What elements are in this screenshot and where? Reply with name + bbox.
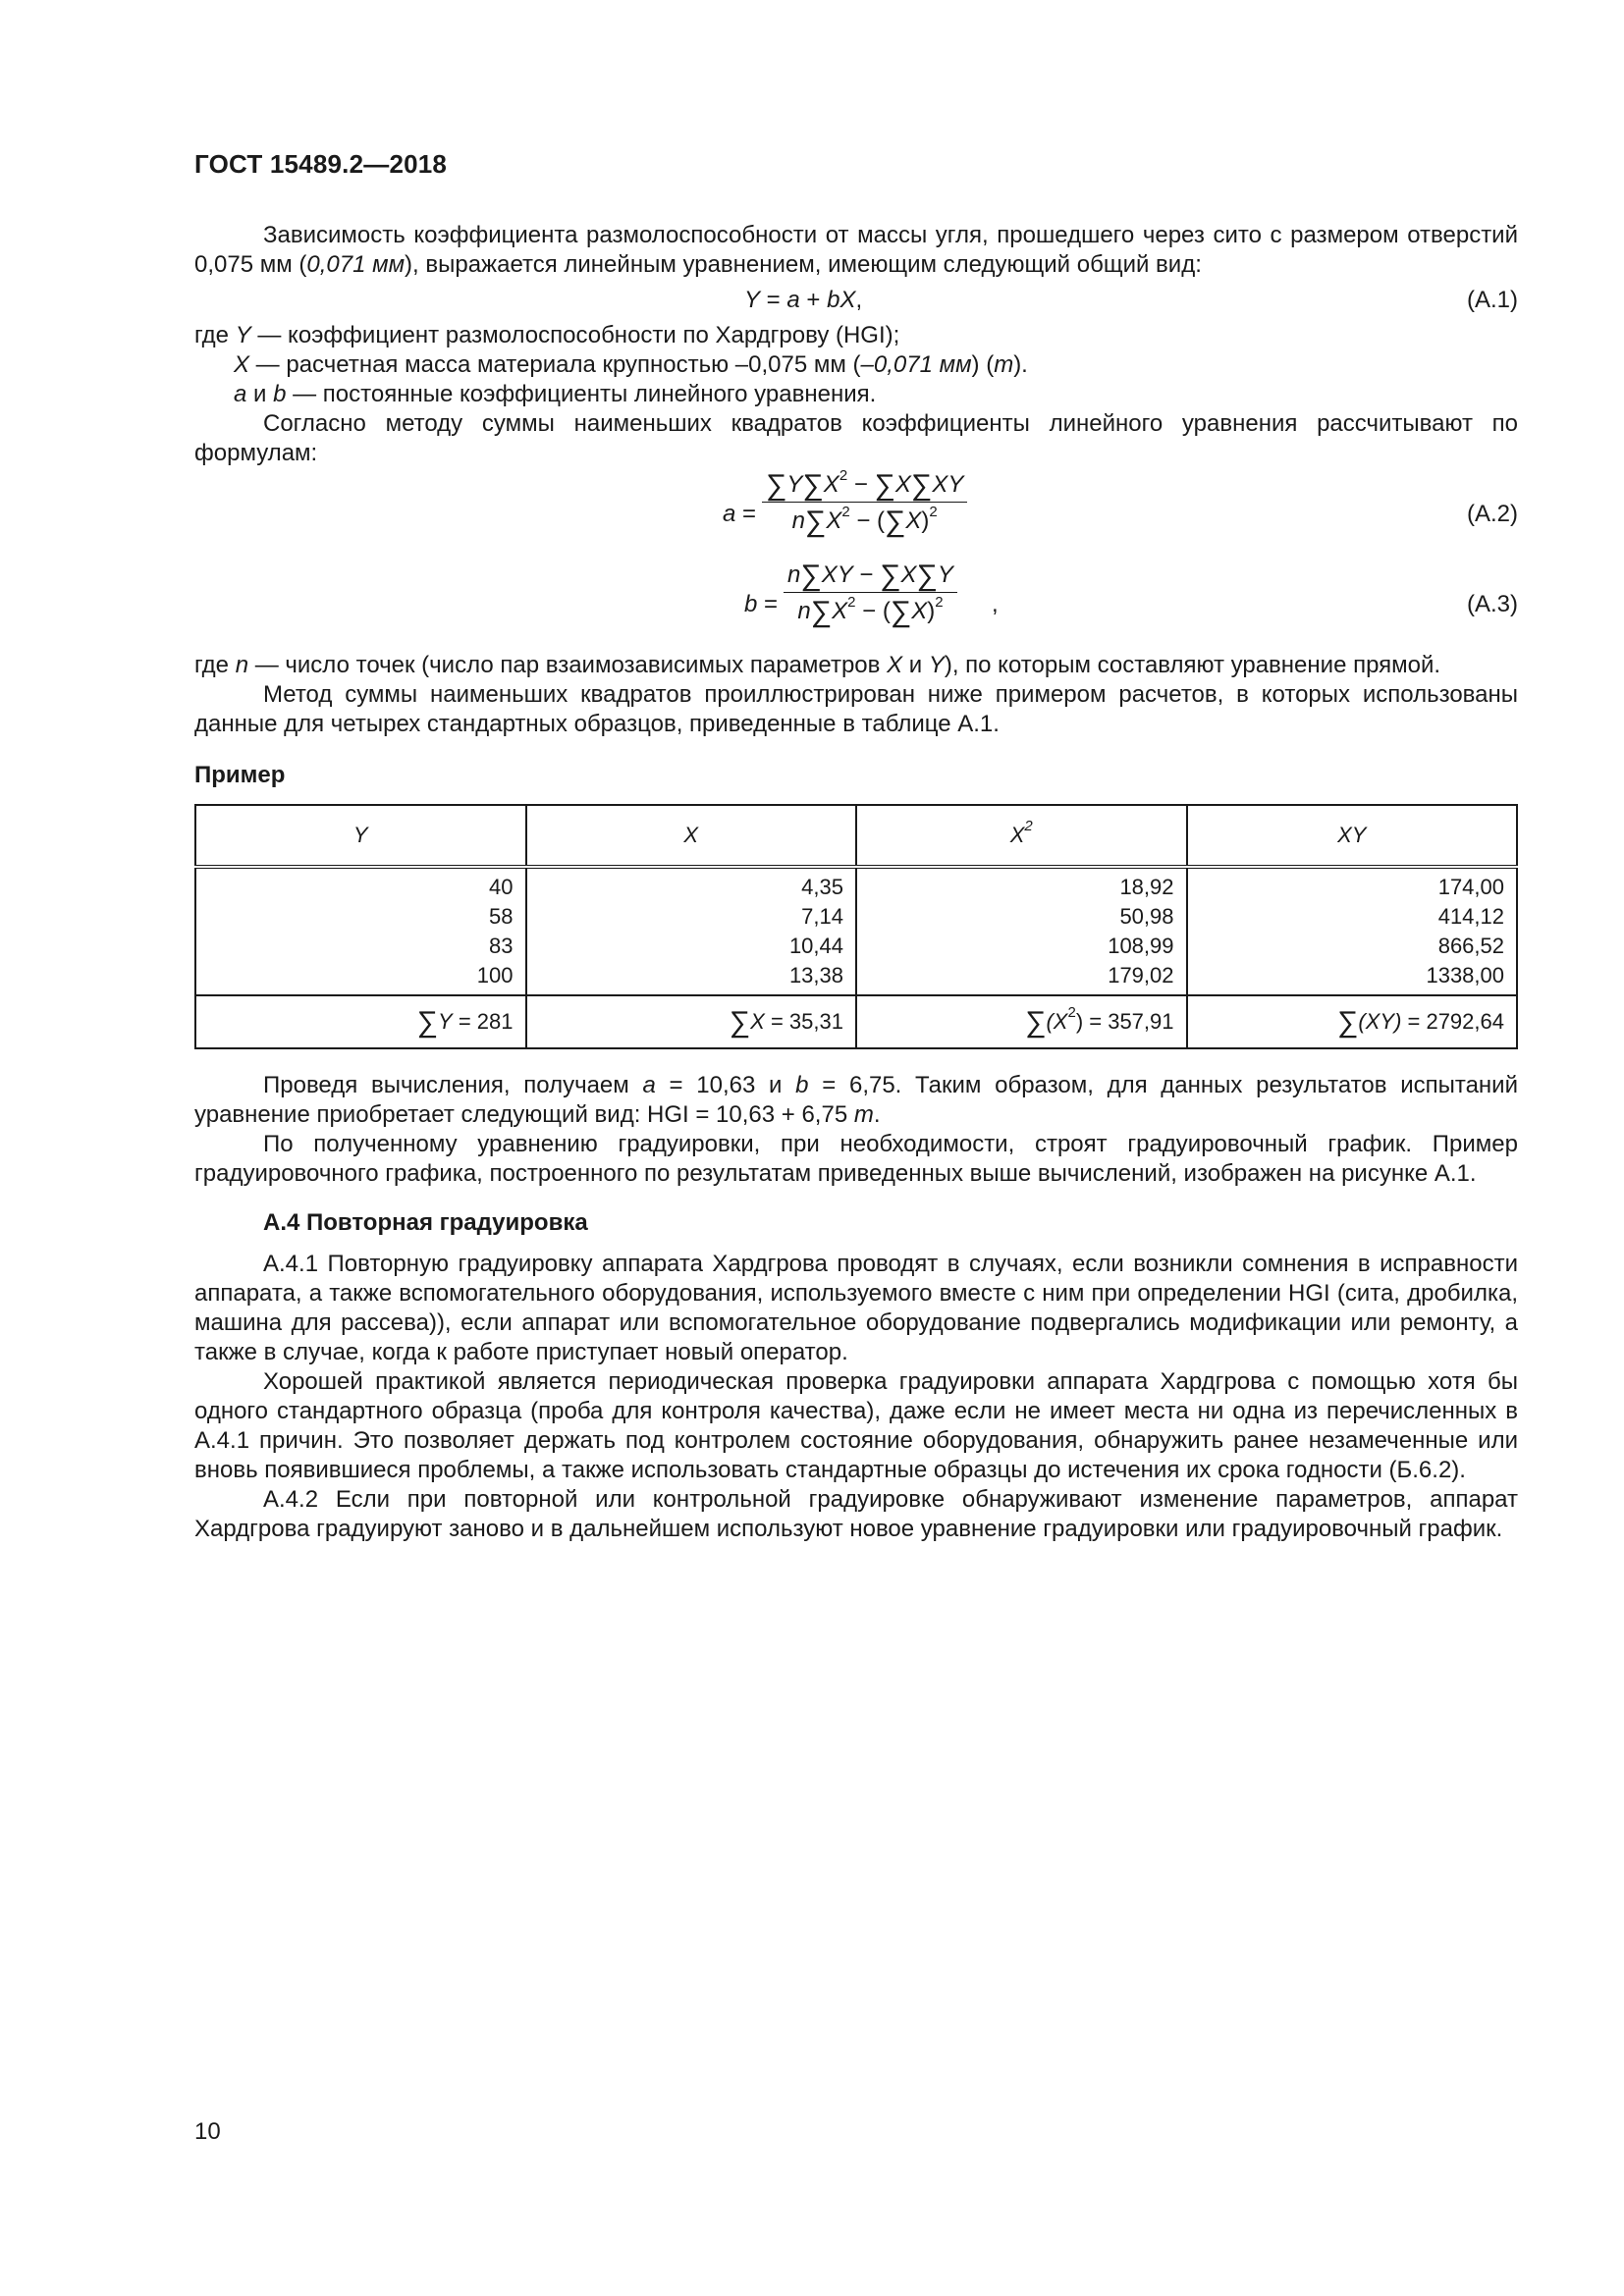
cell: 50,98 [856,902,1187,932]
cell: 174,00 [1187,867,1518,902]
document-body [194,221,1518,1544]
sum-xy: ∑(XY) = 2792,64 [1187,995,1518,1048]
paragraph-a41: А.4.1 Повторную градуировку аппарата Хардгрова проводят в случаях, если возникли сомнения в исправности аппарата, а также вспомогательного оборудования, используемого вместе с ним при определении HGI (сита, дробилка, машина для рассева)), если аппарат или вспомогательное оборудование подвергались модификации или ремонту, а также в случае, когда к работе приступает новый оператор. [194,1251,1518,1365]
sum-x: ∑X = 35,31 [526,995,857,1048]
cell: 13,38 [526,961,857,995]
equation-number: (А.3) [1466,591,1518,617]
table-row [195,961,1517,995]
table-header-x2: $X^2$ [856,805,1187,867]
equation-number: (А.2) [1466,501,1518,527]
where-x: X — расчетная масса материала крупностью –0,075 мм (–0,071 мм) (m). [234,351,1028,378]
cell: 83 [195,932,526,961]
cell: 10,44 [526,932,857,961]
cell: 4,35 [526,867,857,902]
cell: 179,02 [856,961,1187,995]
table-sum-row [195,995,1517,1048]
cell: 866,52 [1187,932,1518,961]
document-header: ГОСТ 15489.2—2018 [194,149,448,179]
cell: 40 [195,867,526,902]
paragraph-a42: А.4.2 Если при повторной или контрольной градуировке обнаруживают изменение параметров, аппарат Хардгрова градуируют заново и в дальнейшем используют новое уравнение градуировки или градуировочный график. [194,1486,1518,1542]
sum-x2: $\sum(X^2) = 357,91$ [856,995,1187,1048]
where-ab: a и b — постоянные коэффициенты линейного уравнения. [234,381,877,407]
table-header-x: X [526,805,857,867]
graph-paragraph: По полученному уравнению градуировки, при необходимости, строят градуировочный график. Пример градуировочного графика, построенного по результатам приведенных выше вычислений, изображен на рисунке А.1. [194,1131,1518,1187]
lsq-paragraph: Согласно методу суммы наименьших квадратов коэффициенты линейного уравнения рассчитывают по формулам: [194,410,1518,466]
cell: 1338,00 [1187,961,1518,995]
equation-a2: a = $\frac{\sum Y\sum X^2 - \sum X\sum XY}{n\sum X^2 - (\sum X)^2}$ (А.2) [723,467,1518,538]
cell: 18,92 [856,867,1187,902]
where-n: где n — число точек (число пар взаимозависимых параметров X и Y), по которым составляют уравнение прямой. [194,652,1441,678]
practice-paragraph: Хорошей практикой является периодическая проверка градуировки аппарата Хардгрова с помощью хотя бы одного стандартного образца (проба для контроля качества), даже если не имеет места ни одна из перечисленных в А.4.1 причин. Это позволяет держать под контролем состояние оборудования, обнаружить ранее незамеченные или вновь появившиеся проблемы, а также использовать стандартные образцы до истечения их срока годности (Б.6.2). [194,1368,1518,1483]
equation-number: (А.1) [1466,287,1518,313]
method-paragraph: Метод суммы наименьших квадратов проиллюстрирован ниже примером расчетов, в которых использованы данные для четырех стандартных образцов, приведенные в таблице А.1. [194,681,1518,737]
cell: 58 [195,902,526,932]
fraction-a: $\frac{\sum Y\sum X^2 - \sum X\sum XY}{n\sum X^2 - (\sum X)^2}$ [762,470,967,536]
cell: 414,12 [1187,902,1518,932]
table-header-row [195,805,1517,867]
result-paragraph: Проведя вычисления, получаем a = 10,63 и b = 6,75. Таким образом, для данных результатов испытаний уравнение приобретает следующий вид: HGI = 10,63 + 6,75 m. [194,1072,1518,1128]
cell: 100 [195,961,526,995]
sum-y: ∑Y = 281 [195,995,526,1048]
example-title: Пример [194,762,286,788]
table-row [195,902,1517,932]
table-header-y: Y [195,805,526,867]
table-header-xy: XY [1187,805,1518,867]
page-number: 10 [194,2118,221,2145]
table-row [195,867,1517,902]
table-row [195,932,1517,961]
section-heading-a4: А.4 Повторная градуировка [263,1209,588,1236]
intro-paragraph: Зависимость коэффициента размолоспособности от массы угля, прошедшего через сито с размером отверстий 0,075 мм (0,071 мм), выражается линейным уравнением, имеющим следующий общий вид: [194,222,1518,278]
equation-a3: b = $\frac{n\sum XY - \sum X\sum Y}{n\sum X^2 - (\sum X)^2}$ , (А.3) [744,560,1518,628]
fraction-b: $\frac{n\sum XY - \sum X\sum Y}{n\sum X^2 - (\sum X)^2}$ [784,561,957,626]
cell: 108,99 [856,932,1187,961]
equation-a1: Y = a + bX, (А.1) [744,287,1518,313]
example-table [194,804,1518,1049]
cell: 7,14 [526,902,857,932]
where-y: где Y — коэффициент размолоспособности по Хардгрову (HGI); [194,322,900,348]
